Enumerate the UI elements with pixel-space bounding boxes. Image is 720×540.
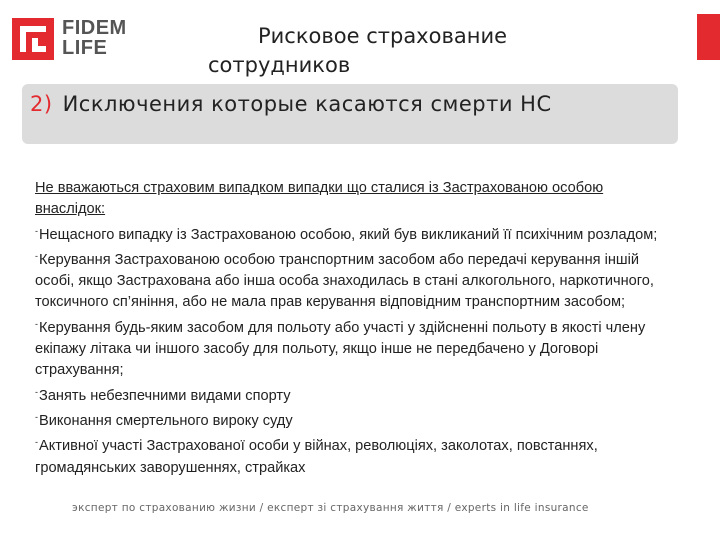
brand-line-1: FIDEM (62, 17, 127, 39)
red-accent-tab (697, 14, 720, 60)
dash-bullet: - (35, 386, 38, 397)
section-number: 2) (30, 92, 53, 116)
brand-line-2: LIFE (62, 37, 108, 59)
list-item (35, 246, 675, 314)
section-heading-text: Исключения которые касаются смерти НС (62, 92, 552, 116)
list-item-text: Нещасного випадку із Застрахованою особою, який був викликаний її психічним розладом; (39, 226, 658, 243)
section-heading (30, 92, 552, 116)
dash-bullet: - (35, 225, 38, 236)
list-item (35, 314, 675, 382)
dash-bullet: - (35, 411, 38, 422)
dash-bullet: - (35, 318, 38, 329)
list-item-text: Виконання смертельного вироку суду (39, 412, 293, 429)
exclusions-intro: Не вважаються страховим випадком випадки що сталися із Застрахованою особою внаслідок: (35, 180, 604, 218)
list-item (35, 382, 675, 407)
brand-wordmark (62, 18, 127, 58)
fidem-logo-icon (12, 18, 54, 60)
list-item (35, 221, 675, 246)
section-header (22, 84, 678, 144)
brand-logo (12, 18, 127, 60)
list-item-text: Керування Застрахованою особою транспортним засобом або передачі керування іншій особі, якщо Застрахована або інша особа знаходилась в стані алкогольного, наркотичного, токсичного сп’яніння, або не мала прав керування відповідним транспортним засобом; (35, 251, 654, 311)
list-item (35, 407, 675, 432)
slide-title: Рисковое страхование сотрудников (208, 24, 508, 77)
list-item-text: Активної участі Застрахованої особи у війнах, революціях, заколотах, повстаннях, громадянських заворушеннях, страйках (35, 438, 598, 476)
dash-bullet: - (35, 437, 38, 448)
list-item-text: Занять небезпечними видами спорту (39, 387, 291, 404)
dash-bullet: - (35, 250, 38, 261)
exclusions-text (35, 178, 675, 479)
footer-tagline: эксперт по страхованию жизни / експерт зі страхування життя / experts in life insurance (72, 502, 589, 514)
list-item (35, 432, 675, 479)
list-item-text: Керування будь-яким засобом для польоту або участі у здійсненні польоту в якості члену екіпажу літака чи іншого засобу для польоту, якщо інше не передбачено у Договорі страхування; (35, 319, 646, 379)
